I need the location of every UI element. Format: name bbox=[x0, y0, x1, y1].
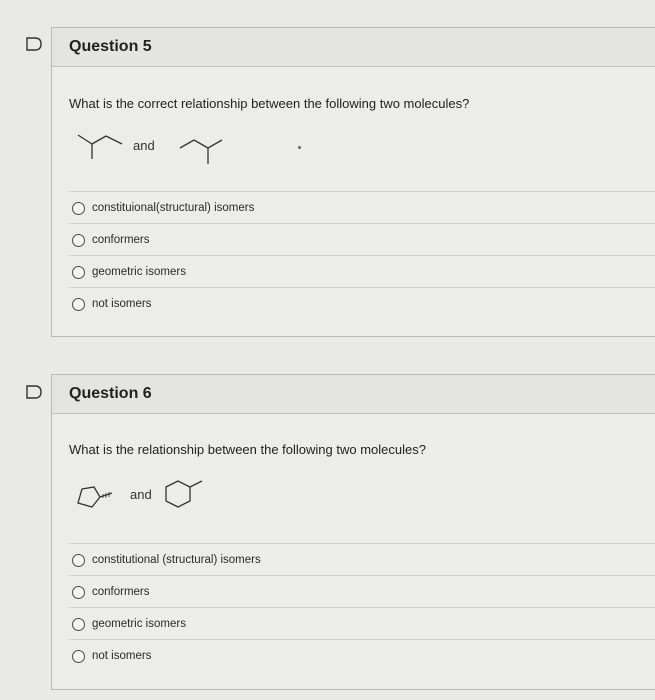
option-row[interactable] bbox=[69, 639, 655, 672]
and-label: and bbox=[133, 138, 155, 153]
question-6-card bbox=[51, 374, 655, 690]
question-5-header bbox=[52, 28, 655, 67]
option-row[interactable] bbox=[69, 255, 655, 288]
option-row[interactable] bbox=[69, 575, 655, 608]
molecule-2-structure bbox=[160, 473, 220, 519]
option-label: conformers bbox=[92, 234, 150, 246]
question-6-header bbox=[52, 375, 655, 414]
and-label: and bbox=[130, 487, 152, 502]
radio-button[interactable] bbox=[72, 618, 85, 631]
molecule-2-structure bbox=[178, 132, 238, 168]
option-row[interactable] bbox=[69, 191, 655, 224]
question-title: Question 5 bbox=[69, 38, 152, 55]
question-text: What is the relationship between the following two molecules? bbox=[69, 442, 426, 457]
option-label: not isomers bbox=[92, 298, 152, 310]
radio-button[interactable] bbox=[72, 202, 85, 215]
flag-icon[interactable] bbox=[26, 385, 42, 399]
radio-button[interactable] bbox=[72, 266, 85, 279]
radio-button[interactable] bbox=[72, 586, 85, 599]
question-5-card bbox=[51, 27, 655, 337]
option-label: constituional(structural) isomers bbox=[92, 202, 255, 214]
question-title: Question 6 bbox=[69, 385, 152, 402]
option-row[interactable] bbox=[69, 287, 655, 320]
option-label: constitutional (structural) isomers bbox=[92, 554, 261, 566]
radio-button[interactable] bbox=[72, 234, 85, 247]
stray-mark bbox=[298, 146, 301, 149]
molecule-1-structure bbox=[74, 128, 134, 164]
radio-button[interactable] bbox=[72, 554, 85, 567]
option-label: geometric isomers bbox=[92, 618, 186, 630]
option-row[interactable] bbox=[69, 223, 655, 256]
option-label: geometric isomers bbox=[92, 266, 186, 278]
question-text: What is the correct relationship between the following two molecules? bbox=[69, 96, 470, 111]
option-label: conformers bbox=[92, 586, 150, 598]
option-label: not isomers bbox=[92, 650, 152, 662]
flag-icon[interactable] bbox=[26, 37, 42, 51]
option-row[interactable] bbox=[69, 607, 655, 640]
option-row[interactable] bbox=[69, 543, 655, 576]
radio-button[interactable] bbox=[72, 298, 85, 311]
molecule-1-structure bbox=[70, 479, 130, 515]
radio-button[interactable] bbox=[72, 650, 85, 663]
